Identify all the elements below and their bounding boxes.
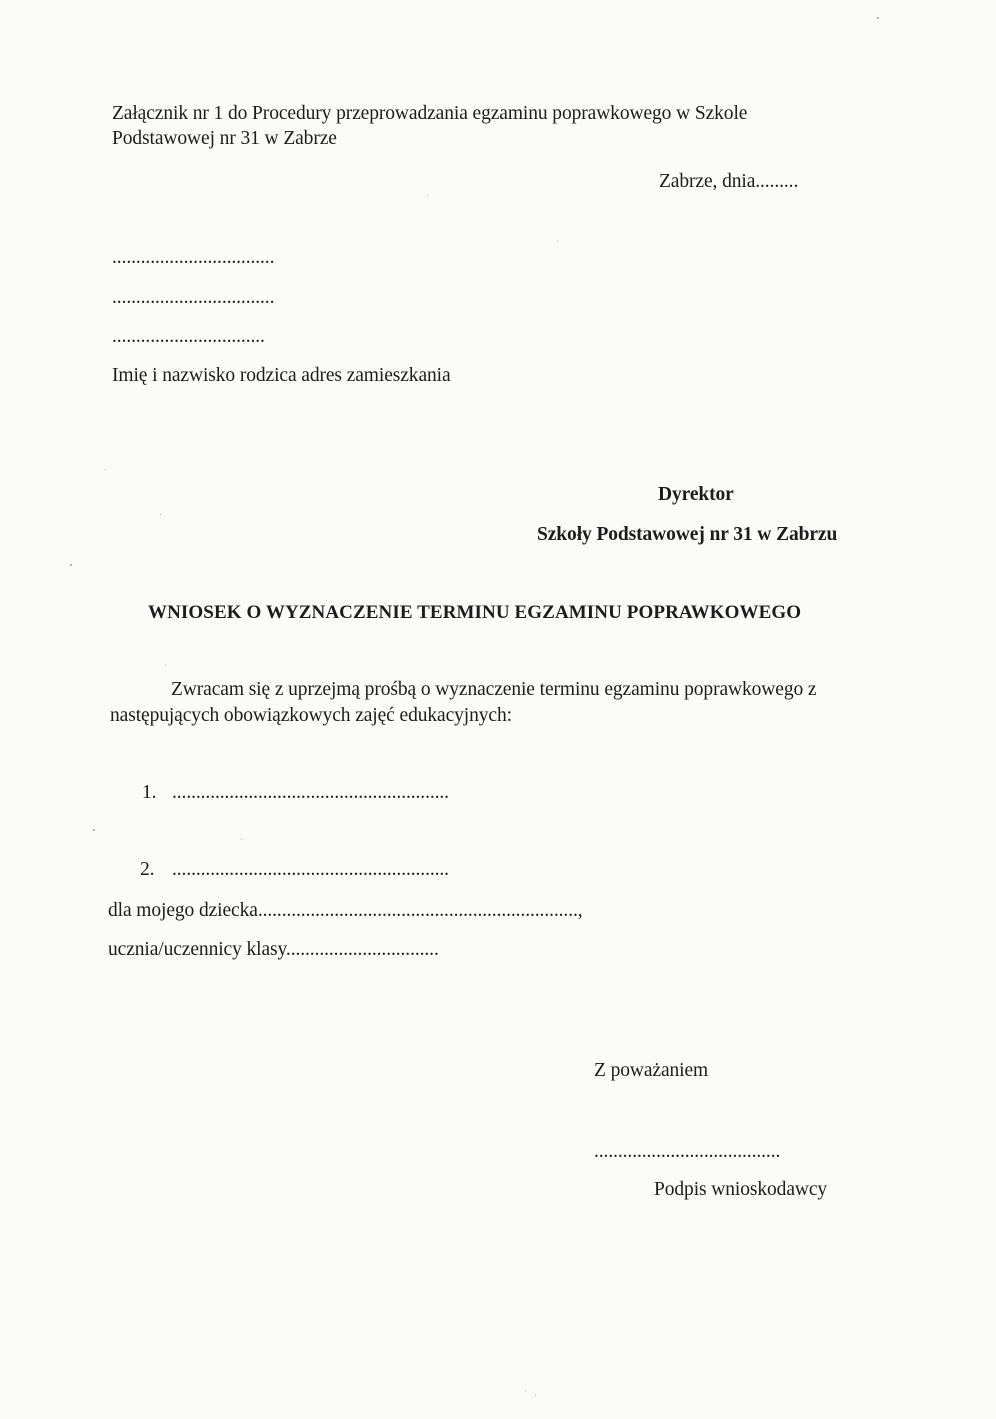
scan-speck: [70, 564, 72, 566]
subject-2-field: ..........................................................: [172, 859, 449, 880]
scan-speck: [427, 195, 428, 196]
subject-1-field: ..........................................................: [172, 782, 449, 803]
signature-line: .......................................: [594, 1141, 781, 1162]
child-field: ...................................................................,: [257, 900, 583, 921]
scan-speck: [557, 241, 558, 242]
scan-speck: [105, 469, 106, 470]
parent-address-line-2: ................................: [112, 326, 265, 347]
parent-address-line-1: ..................................: [112, 287, 275, 308]
place-date: Zabrze, dnia.........: [659, 171, 799, 192]
addressee-school: Szkoły Podstawowej nr 31 w Zabrzu: [537, 524, 838, 545]
scan-speck: [525, 1390, 526, 1391]
closing-regards: Z poważaniem: [594, 1060, 709, 1081]
child-label: dla mojego dziecka: [108, 900, 258, 921]
scan-speck: [241, 839, 242, 840]
header-line-1: Załącznik nr 1 do Procedury przeprowadzania egzaminu poprawkowego w Szkole: [112, 103, 748, 124]
header-line-2: Podstawowej nr 31 w Zabrze: [112, 128, 337, 149]
body-line-2: następujących obowiązkowych zajęć edukacyjnych:: [110, 705, 512, 726]
scan-speck: [535, 1395, 536, 1396]
child-line: [108, 899, 583, 923]
parent-block-label: Imię i nazwisko rodzica adres zamieszkania: [112, 365, 451, 386]
addressee-title: Dyrektor: [658, 484, 734, 505]
scan-speck: [877, 17, 879, 19]
signature-label: Podpis wnioskodawcy: [654, 1179, 828, 1200]
document-title: WNIOSEK O WYZNACZENIE TERMINU EGZAMINU POPRAWKOWEGO: [148, 602, 802, 623]
scan-speck: [165, 665, 166, 666]
class-line: [108, 938, 439, 962]
class-field: ................................: [285, 939, 439, 960]
scan-speck: [160, 514, 161, 515]
scan-speck: [93, 829, 95, 831]
subject-2-number: 2.: [140, 859, 155, 880]
body-line-1: Zwracam się z uprzejmą prośbą o wyznaczenie terminu egzaminu poprawkowego z: [171, 679, 817, 700]
class-label: ucznia/uczennicy klasy: [108, 939, 286, 960]
subject-1-number: 1.: [142, 782, 157, 803]
parent-name-line: ..................................: [112, 247, 275, 268]
